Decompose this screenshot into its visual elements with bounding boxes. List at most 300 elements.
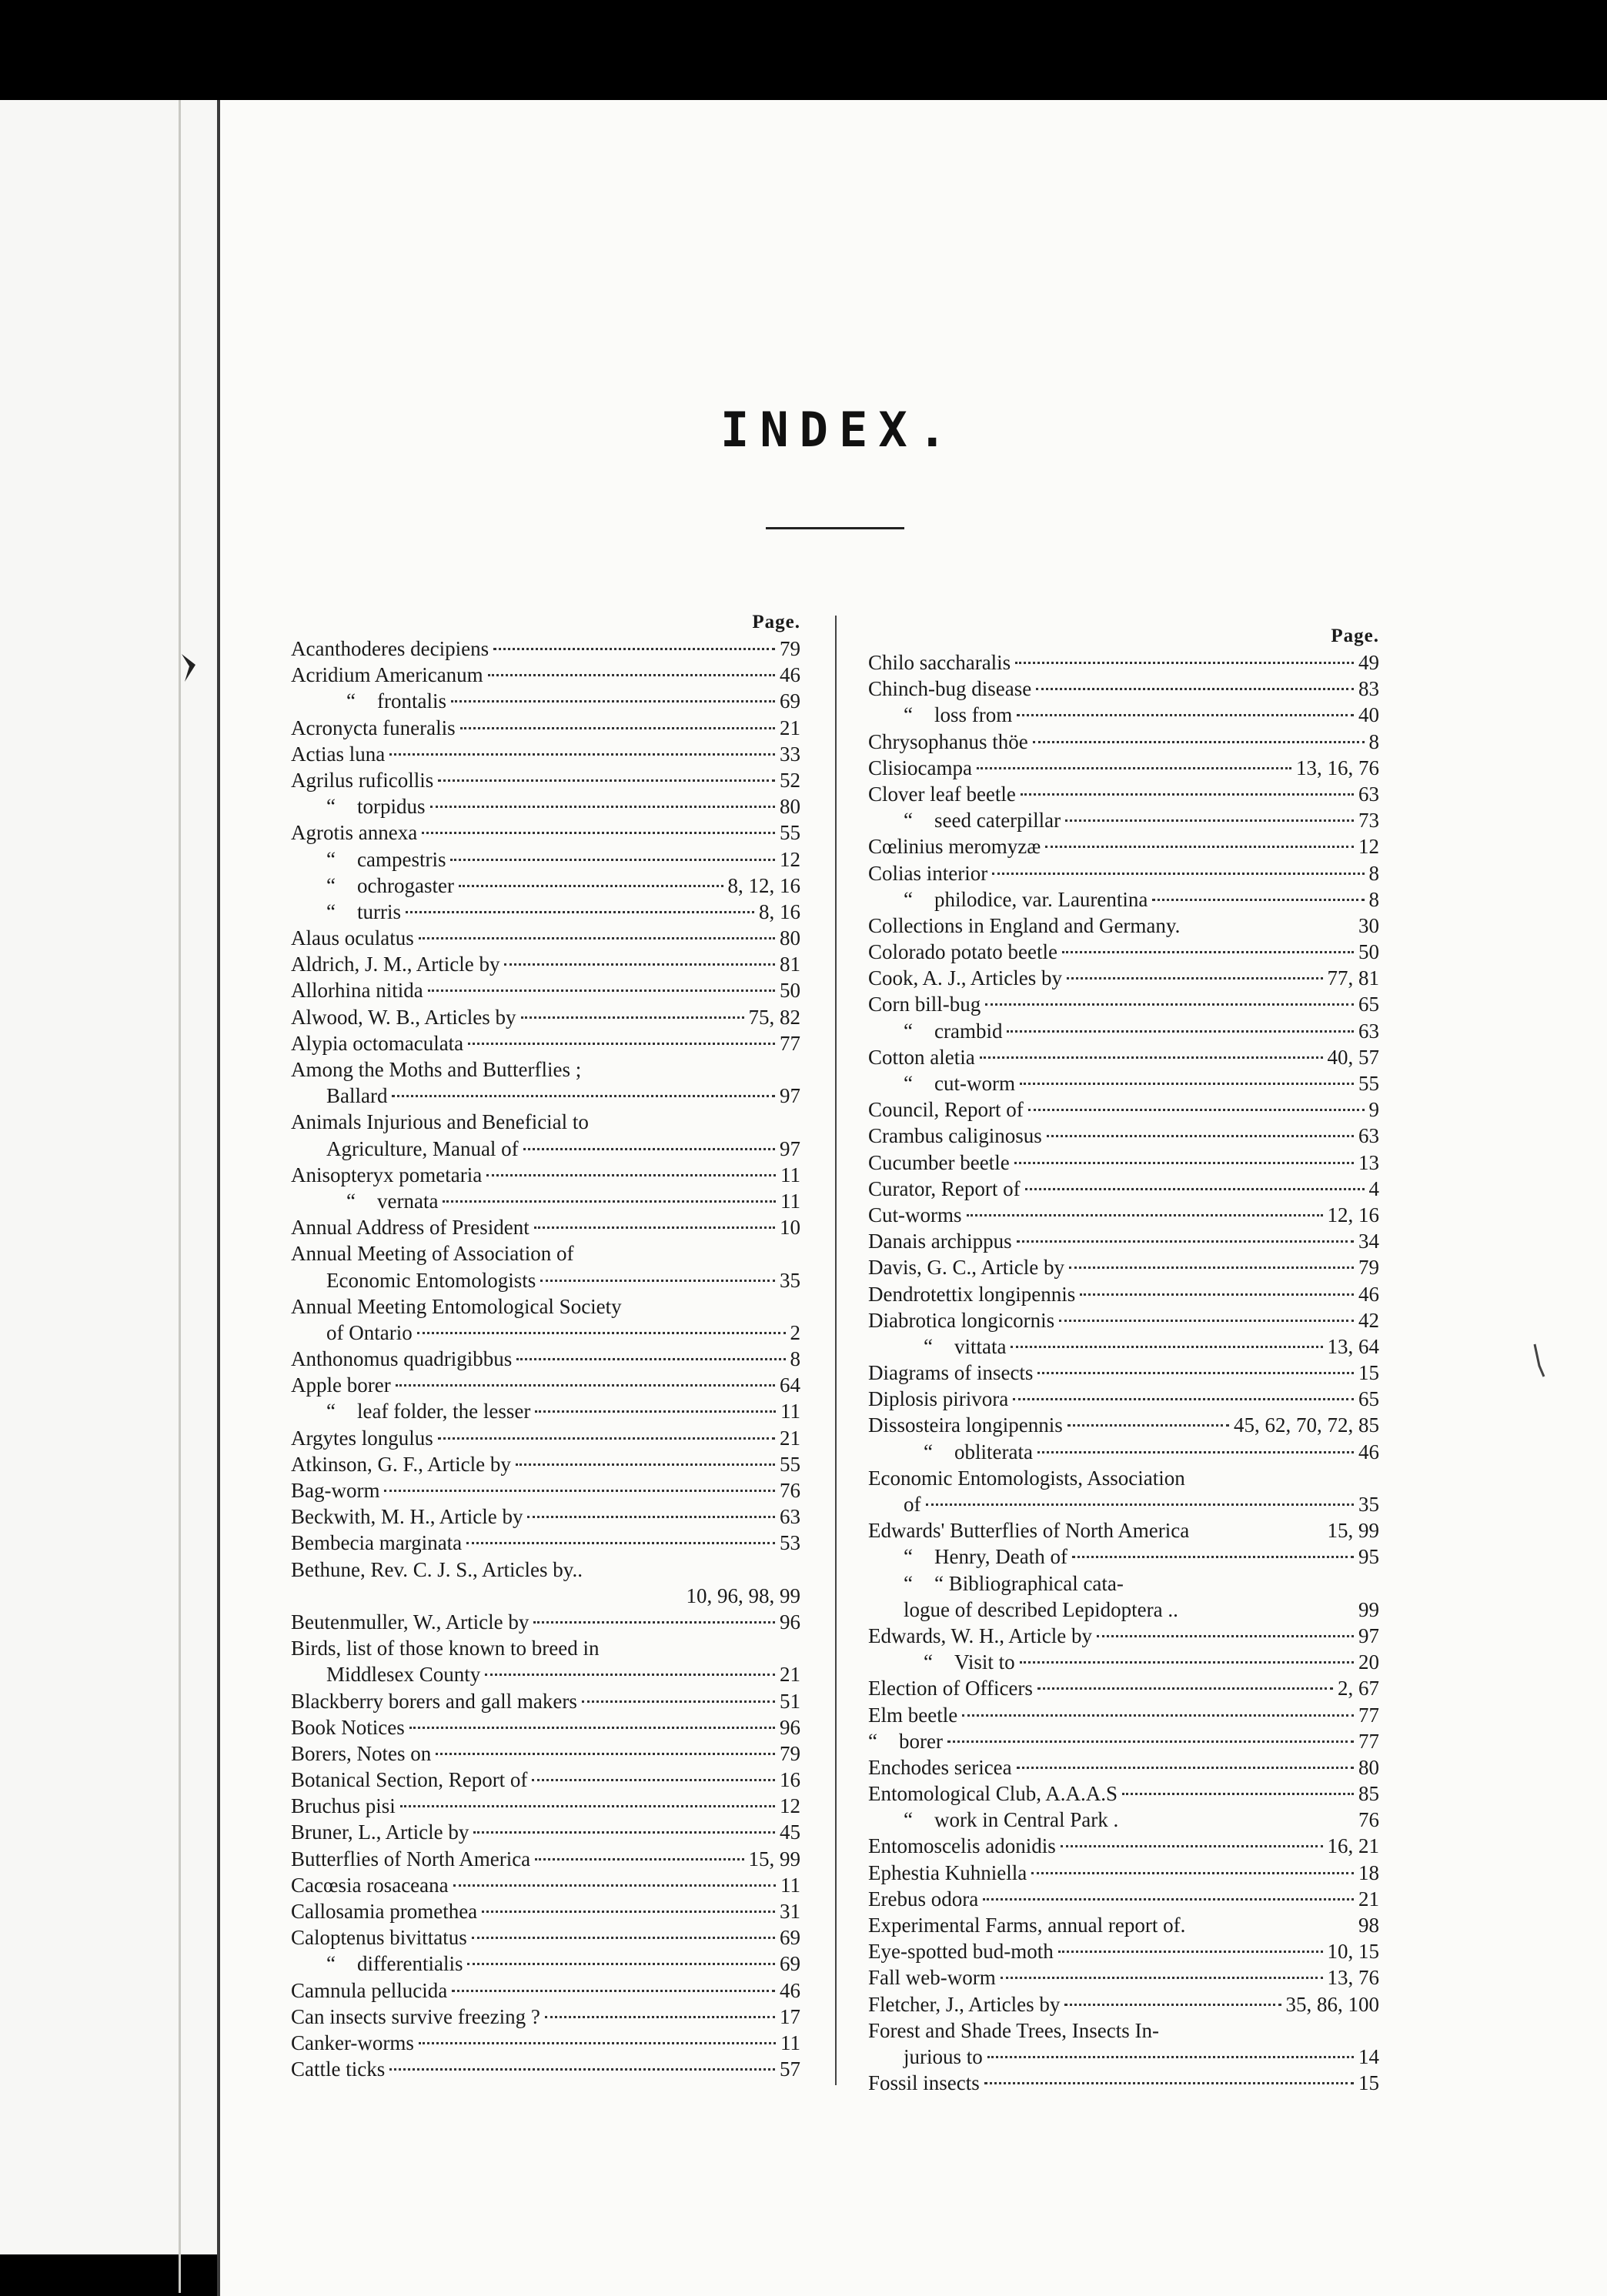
leader-dots [438,779,775,782]
index-entry [291,1767,800,1793]
leader-dots [987,2056,1354,2058]
entry-text: Beutenmuller, W., Article by [291,1610,530,1634]
index-entry [291,1451,800,1477]
index-entry [868,833,1379,859]
leader-dots [488,674,775,676]
ink-speck [1532,1343,1547,1381]
ditto-mark: “ [326,899,336,923]
entry-text: Anthonomus quadrigibbus [291,1347,513,1371]
index-entry [291,2056,800,2082]
index-entry [868,702,1379,728]
entry-text: Edwards' Butterflies of North America [868,1519,1190,1543]
entry-page-number: 30 [1358,913,1379,937]
entry-text: Caloptenus bivittatus [291,1926,467,1950]
entry-text: Beckwith, M. H., Article by [291,1505,523,1529]
entry-text: Danais archippus [868,1230,1012,1253]
index-entry [868,860,1379,886]
entry-label [868,1096,1024,1123]
index-entry [868,1491,1379,1517]
index-entry [291,662,800,688]
entry-text: Eye-spotted bud-moth [868,1940,1054,1964]
leader-dots [452,1990,775,1992]
entry-text: Acridium Americanum [291,663,483,687]
leader-dots [466,1542,775,1544]
entry-page-number: 76 [780,1479,800,1502]
entry-label [868,1281,1075,1307]
entry-page-number: 8 [1368,729,1379,753]
binding-mark [179,652,202,683]
leader-dots [1062,951,1354,953]
entry-label [291,1557,583,1583]
entry-text: Chinch-bug disease [868,677,1032,701]
entry-text: Crambus caliginosus [868,1124,1042,1148]
entry-page-number: 46 [780,663,800,687]
entry-text: Ephestia Kuhniella [868,1860,1027,1884]
leader-dots [1067,1424,1229,1427]
index-entry [291,1109,800,1135]
entry-label [868,1491,921,1517]
entry-text: Chrysophanus thöe [868,729,1028,753]
entry-text: Colias interior [868,861,988,885]
entry-label [291,1109,589,1135]
index-entry [291,688,800,714]
entry-label [868,1675,1033,1701]
index-entry [868,2070,1379,2096]
entry-page-number: 63 [1358,1019,1379,1043]
entry-label [291,1688,577,1714]
entry-page-number: 12 [780,847,800,871]
entry-text: Alaus oculatus [291,926,414,950]
leader-dots [527,1516,775,1518]
entry-text: Atkinson, G. F., Article by [291,1452,511,1476]
leader-dots [1061,1845,1323,1847]
index-entry [868,1517,1379,1543]
entry-label [868,781,1016,807]
index-entry [868,1202,1379,1228]
entry-text: jurious to [904,2044,983,2068]
entry-label [868,1150,1010,1176]
entry-text: Dendrotettix longipennis [868,1282,1076,1306]
entry-text: Blackberry borers and gall makers [291,1689,577,1713]
entry-text: Colorado potato beetle [868,940,1057,964]
entry-page-number: 35 [1358,1493,1379,1516]
index-entry [868,913,1379,939]
leader-dots [1025,1188,1365,1190]
entry-label [868,1728,943,1754]
index-entry [868,1912,1379,1938]
entry-label [291,1977,447,2004]
entry-text: Entomological Club, A.A.A.S [868,1782,1118,1806]
leader-dots [473,1831,775,1834]
entry-text: Alypia octomaculata [291,1031,464,1055]
entry-page-number: 76 [1358,1808,1379,1832]
entry-page-number: 45 [780,1820,800,1844]
entry-label [868,1228,1012,1254]
entry-label [868,1123,1042,1149]
entry-text: work in Central Park . [934,1808,1119,1832]
entry-text: Entomoscelis adonidis [868,1834,1056,1858]
ditto-mark: “ [924,1334,933,1358]
entry-text: Acronycta funeralis [291,716,456,739]
entry-page-number: 35, 86, 100 [1285,1992,1379,2016]
leader-dots [533,1621,775,1624]
entry-page-number: 16, 21 [1327,1834,1379,1858]
entry-page-number: 57 [780,2057,800,2081]
entry-label [868,1543,1067,1570]
leader-dots [1152,899,1364,901]
entry-text: cut-worm [934,1072,1015,1095]
index-entry [291,793,800,819]
index-entry [868,939,1379,965]
index-entry [291,1872,800,1898]
entry-text: Economic Entomologists, Association [868,1466,1185,1490]
entry-text: Annual Meeting of Association of [291,1242,574,1266]
index-entry [868,755,1379,781]
entry-label [868,1386,1008,1412]
entry-label [291,1451,511,1477]
entry-page-number: 11 [780,2031,800,2054]
index-entry [868,781,1379,807]
entry-page-number: 42 [1358,1308,1379,1332]
leader-dots [1047,1135,1354,1137]
entry-page-number: 63 [1358,1124,1379,1148]
index-entry [291,715,800,741]
entry-page-number: 77 [1358,1729,1379,1753]
ditto-mark: “ [346,1189,356,1213]
entry-label [868,1833,1056,1859]
ditto-mark: “ [346,689,356,713]
leader-dots [384,1490,775,1492]
index-entry [291,767,800,793]
entry-text: Camnula pellucida [291,1978,448,2002]
index-entry [868,1649,1379,1675]
entry-label [291,688,446,714]
index-entry [291,1320,800,1346]
index-entry [868,1780,1379,1807]
entry-text: Allorhina nitida [291,979,423,1003]
index-entry [868,1096,1379,1123]
entry-text: Aldrich, J. M., Article by [291,953,500,976]
entry-label [868,1807,1118,1833]
index-entries-right [868,649,1379,2096]
index-entry [868,1044,1379,1070]
entry-label [868,1860,1027,1886]
entry-page-number: 49 [1358,651,1379,674]
entry-page-number: 15 [1358,2071,1379,2095]
entry-text: campestris [357,847,446,871]
leader-dots [460,727,775,729]
entry-page-number: 31 [780,1900,800,1923]
index-entry [868,1728,1379,1754]
leader-dots [459,885,723,887]
entry-text: Anisopteryx pometaria [291,1163,483,1186]
entry-text: Diagrams of insects [868,1361,1034,1385]
entry-label [868,1202,962,1228]
index-entry [868,729,1379,755]
entry-text: Actias luna [291,742,386,766]
entry-text: Davis, G. C., Article by [868,1256,1064,1280]
leader-dots [977,767,1291,769]
index-entry [291,1924,800,1951]
entry-text: Acanthoderes decipiens [291,637,489,660]
index-entry [868,991,1379,1017]
entry-page-number: 40 [1358,703,1379,727]
entry-label [291,1530,462,1556]
entry-page-number: 77 [1358,1703,1379,1727]
index-entry [291,1136,800,1162]
index-entry [868,965,1379,991]
entry-text: seed caterpillar [934,809,1061,833]
leader-dots [1007,1030,1354,1033]
entry-page-number: 15, 99 [1327,1519,1379,1543]
entry-page-number: 15, 99 [748,1847,800,1871]
entry-label [291,793,426,819]
entry-text: philodice, var. Laurentina [934,887,1148,911]
index-entry [868,649,1379,676]
entry-text: Henry, Death of [934,1545,1067,1569]
entry-label [291,1056,581,1083]
index-entry [868,2044,1379,2070]
ditto-mark: “ [904,887,913,911]
entry-label [291,1267,536,1293]
index-entry [291,1977,800,2004]
leader-dots [545,2016,775,2018]
leader-dots [1065,819,1354,822]
entry-text: Among the Moths and Butterflies ; [291,1058,582,1081]
title-rule [766,527,904,529]
entry-page-number: 85 [1358,1782,1379,1806]
entry-page-number: 15 [1358,1361,1379,1385]
entry-page-number: 97 [1358,1624,1379,1647]
leader-dots [430,806,775,808]
index-entry [868,1807,1379,1833]
index-entry [291,1740,800,1767]
entry-text: borer [899,1729,943,1753]
entry-page-number: 20 [1358,1650,1379,1674]
entry-text: Elm beetle [868,1703,958,1727]
entry-page-number: 13, 76 [1327,1966,1379,1990]
entry-label [868,1254,1064,1280]
entry-text: Dissosteira longipennis [868,1413,1063,1437]
index-entries-left [291,636,800,2082]
index-entry [291,2030,800,2056]
entry-text: ochrogaster [357,873,454,897]
leader-dots [493,648,775,650]
entry-page-number: 10, 96, 98, 99 [686,1584,800,1607]
leader-dots [438,1437,775,1440]
index-entry [291,1951,800,1977]
ditto-mark: “ [904,1571,913,1595]
entry-text: Clover leaf beetle [868,782,1016,806]
entry-page-number: 77, 81 [1327,966,1379,990]
entry-label [868,886,1148,913]
index-entry [291,1846,800,1872]
entry-label [291,1872,449,1898]
entry-text: Cœlinius meromyzæ [868,835,1041,859]
entry-label [291,1635,599,1661]
entry-label [868,1412,1063,1438]
index-entry [291,1162,800,1188]
entry-page-number: 63 [1358,782,1379,806]
entry-label [868,649,1011,676]
leader-dots [1020,1661,1354,1664]
index-entry [868,1123,1379,1149]
index-entry [868,1860,1379,1886]
leader-dots [1021,793,1354,796]
entry-page-number: 8 [790,1347,800,1371]
leader-dots [985,1003,1354,1006]
index-entry [868,1439,1379,1465]
entry-page-number: 12 [780,1794,800,1818]
leader-dots [1033,741,1365,743]
leader-dots [984,2082,1354,2084]
entry-label [291,873,454,899]
entry-label [868,1623,1092,1649]
entry-text: Botanical Section, Report of [291,1768,528,1792]
entry-text: Diplosis pirivora [868,1387,1009,1411]
entry-label [868,1964,996,1991]
index-entry [291,1819,800,1845]
entry-label [291,636,489,662]
entry-page-number: 80 [780,926,800,950]
entry-text: Apple borer [291,1373,391,1397]
entry-text: Bruchus pisi [291,1794,396,1818]
entry-label [291,899,401,925]
entry-label [868,1912,1185,1938]
entry-page-number: 80 [780,795,800,819]
entry-label [868,1991,1060,2017]
leader-dots [417,1332,786,1334]
index-entry [868,2017,1379,2044]
entry-page-number: 9 [1368,1098,1379,1122]
index-entry [291,1425,800,1451]
entry-label [291,1004,516,1030]
entry-page-number: 79 [780,637,800,660]
entry-text: Bethune, Rev. C. J. S., Articles by.. [291,1557,583,1581]
index-entry [868,1964,1379,1991]
entry-text: differentialis [357,1952,463,1976]
index-entry [868,1360,1379,1386]
entry-text: Collections in England and Germany. [868,913,1181,937]
entry-page-number: 12, 16 [1327,1203,1379,1226]
leader-dots [504,963,775,966]
index-entry [291,1267,800,1293]
ditto-mark: “ [326,1952,336,1976]
index-entry [291,1898,800,1924]
entry-text: leaf folder, the lesser [357,1400,531,1423]
index-entry [291,1583,800,1609]
leader-dots [392,1095,775,1097]
entry-text: Bembecia marginata [291,1531,463,1555]
ditto-mark: “ [904,1545,913,1569]
entry-text: Cotton aletia [868,1045,975,1069]
leader-dots [396,1384,775,1387]
index-entry [868,1570,1379,1597]
leader-dots [1015,662,1354,664]
entry-page-number: 12 [1358,835,1379,859]
leader-dots [1037,1372,1354,1374]
index-entry [868,1991,1379,2017]
leader-dots [486,1174,776,1176]
entry-page-number: 34 [1358,1230,1379,1253]
leader-dots [1017,1240,1354,1243]
leader-dots [419,2042,776,2044]
index-entry [291,1503,800,1530]
entry-label [868,676,1031,702]
index-entry [291,873,800,899]
entry-label [291,1793,396,1819]
leader-dots [1058,1951,1323,1953]
leader-dots [419,937,775,939]
index-entry [291,1214,800,1240]
entry-page-number: 35 [780,1268,800,1292]
entry-label [868,1754,1012,1780]
entry-label [868,702,1012,728]
index-entry [291,741,800,767]
entry-label [291,951,499,977]
entry-label [291,1477,379,1503]
entry-label [868,1649,1015,1675]
index-entry [291,1714,800,1740]
entry-label [868,1176,1021,1202]
entry-label [868,833,1041,859]
leader-dots [472,1937,775,1939]
entry-text: Edwards, W. H., Article by [868,1624,1092,1647]
index-entry [868,1702,1379,1728]
entry-page-number: 96 [780,1715,800,1739]
entry-page-number: 21 [1358,1887,1379,1911]
index-entry [291,1188,800,1214]
leader-dots [1011,1346,1322,1348]
entry-label [291,977,423,1003]
entry-label [868,1570,1124,1597]
entry-label [868,1517,1189,1543]
leader-dots [516,1463,775,1466]
entry-label [868,939,1057,965]
entry-label [291,1188,438,1214]
index-entry [868,1333,1379,1360]
leader-dots [485,1674,775,1676]
entry-label [291,1214,530,1240]
entry-page-number: 69 [780,1926,800,1950]
leader-dots [409,1727,775,1729]
entry-label [291,2030,414,2056]
leader-dots [389,2068,775,2071]
index-entry [291,1635,800,1661]
entry-label [291,1083,387,1109]
leader-dots [535,1410,776,1413]
entry-text: Agrilus ruficollis [291,768,434,792]
index-entry [291,1293,800,1320]
entry-label [868,860,987,886]
entry-page-number: 45, 62, 70, 72, 85 [1234,1413,1379,1437]
index-entry [868,1675,1379,1701]
entry-text: “ Bibliographical cata- [934,1571,1124,1595]
leader-dots [980,1056,1323,1059]
entry-label [868,1307,1054,1333]
index-entry [291,925,800,951]
index-entry [868,1176,1379,1202]
leader-dots [450,859,775,861]
entry-label [868,1018,1002,1044]
page-column-heading: Page. [1331,626,1379,646]
leader-dots [983,1898,1354,1901]
index-entry [868,1754,1379,1780]
leader-dots [1017,1767,1354,1769]
entry-text: Council, Report of [868,1098,1024,1122]
leader-dots [389,753,775,756]
entry-page-number: 11 [780,1400,800,1423]
